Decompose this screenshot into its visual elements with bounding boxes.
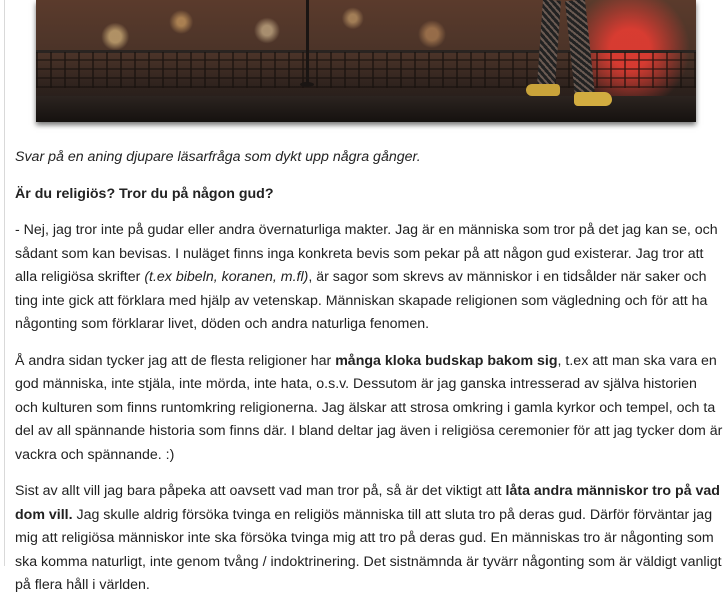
paragraph-2-text-c: , t.ex att man ska vara en god människa, inte stjäla, inte mörda, inte hata, o.s.v. Dessutom är jag ganska intresserad av själva historien och kulturen som finns runtomkring religionerna. Jag älskar att strosa omkring i gamla kyrkor och tempel, och ta del av all spännande historia som finns där. I bland deltar jag även i religiösa ceremonier för att jag tycker dom är vackra och spännande. :)	[15, 352, 723, 463]
paragraph-2-text-a: Å andra sidan tycker jag att de flesta religioner har	[15, 352, 336, 369]
grate	[36, 52, 696, 88]
paragraph-3-bold: låta andra människor tro på vad dom vill.	[15, 483, 720, 523]
paragraph-3-text-c: Jag skulle aldrig försöka tvinga en religiös människa till att sluta tro på deras gud. Därför förväntar jag mig att religiösa människor inte ska försöka tvinga mig att tro på deras gud. En människas tro är någonting som ska komma naturligt, inte genom tvång / indoktrinering. Det sistnämnda är tyvärr någonting som är väldigt vanligt på flera håll i världen.	[15, 506, 722, 593]
paragraph-3	[15, 480, 723, 598]
shoe-right	[574, 92, 612, 106]
lamp-pole-base	[300, 82, 314, 87]
city-photo	[36, 0, 696, 122]
post-question: Är du religiös? Tror du på någon gud?	[15, 185, 274, 202]
post-image	[36, 0, 696, 122]
paragraph-3-text-a: Sist av allt vill jag bara påpeka att oavsett vad man tror på, så är det viktigt att	[15, 483, 506, 499]
page-border	[4, 0, 5, 566]
paragraph-1-italic: (t.ex bibeln, koranen, m.fl)	[144, 269, 309, 285]
post-body	[15, 146, 723, 611]
paragraph-1-text-c: , är sagor som skrevs av människor i en tidsålder när saker och ting inte gick att förklara med hjälp av vetenskap. Människan skapade religionen som vägledning och för att ha någonting som förklarar livet, döden och andra naturliga fenomen.	[15, 269, 708, 332]
paragraph-1-text-a: - Nej, jag tror inte på gudar eller andra övernaturliga makter. Jag är en människa som tror på det jag kan se, och sådant som kan bevisas. I nuläget finns inga konkreta bevis som pekar på att någon gud existerar. Jag tror att alla religiösa skrifter	[15, 222, 718, 285]
lamp-pole	[306, 0, 309, 84]
paragraph-2	[15, 350, 723, 468]
shoe-left	[526, 84, 560, 96]
paragraph-1	[15, 219, 723, 337]
paragraph-2-bold: många kloka budskap bakom sig	[335, 352, 558, 369]
post-intro: Svar på en aning djupare läsarfråga som dykt upp några gånger.	[15, 149, 421, 165]
